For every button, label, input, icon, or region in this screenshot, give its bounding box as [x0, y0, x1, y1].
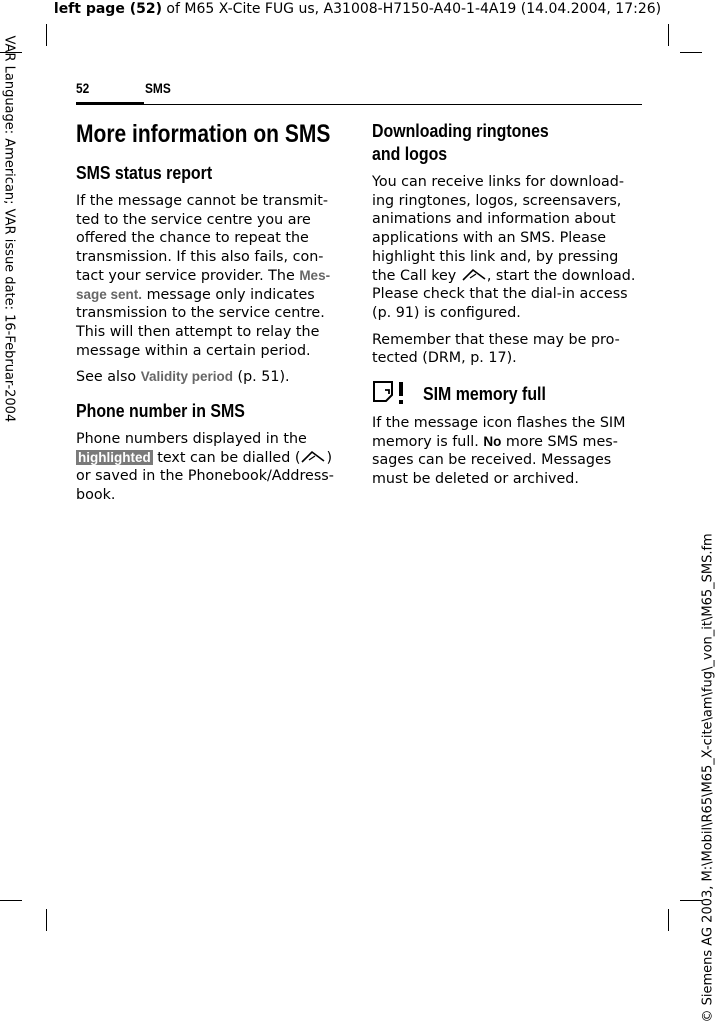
page-header — [76, 80, 642, 106]
phone-number-paragraph: Phone numbers displayed in the highlighted text can be dialled ( ) or saved in the Phonebook/Address-book. — [76, 430, 344, 505]
validity-period-term: Validity period — [141, 369, 233, 384]
drm-paragraph: Remember that these may be pro-tected (DRM, p. 17). — [372, 331, 638, 368]
page-title: More information on SMS — [76, 119, 301, 149]
section-title: SMS — [145, 80, 171, 96]
sim-memory-full-icon — [372, 380, 406, 408]
downloading-heading-line-2: and logos — [372, 142, 601, 165]
status-report-paragraph: If the message cannot be transmit-ted to the service centre you are offered the chance to repeat the transmission. If this also fails, con-tact your service provider. The Mes-sage sent. message only indicates transmission to the service centre. This will then attempt to relay the message within a certain period. — [76, 192, 344, 360]
status-report-heading: SMS status report — [76, 161, 306, 184]
sim-memory-paragraph: If the message icon flashes the SIM memory is full. No more SMS mes-sages can be received. Messages must be deleted or archived. — [372, 414, 638, 489]
right-column — [372, 119, 638, 497]
downloading-heading — [372, 119, 638, 165]
crop-mark — [680, 900, 702, 901]
downloading-heading-line-1: Downloading ringtones — [372, 119, 601, 142]
left-page-label: left page (52) — [54, 1, 162, 17]
phone-number-heading: Phone number in SMS — [76, 399, 306, 422]
no-term: No — [483, 434, 501, 449]
document-info: of M65 X-Cite FUG us, A31008-H7150-A40-1-4A19 (14.04.2004, 17:26) — [162, 1, 661, 17]
message-sent-term: Mes-sage sent. — [76, 268, 330, 302]
crop-mark — [46, 909, 47, 931]
header-rule — [76, 104, 642, 105]
crop-mark — [668, 909, 669, 931]
document-info-line — [0, 0, 715, 18]
margin-language-info: VAR Language: American; VAR issue date: 16-Februar-2004 — [2, 36, 17, 406]
left-column — [76, 119, 344, 513]
crop-mark — [0, 900, 22, 901]
downloading-paragraph: You can receive links for download-ing ringtones, logos, screensavers, animations and information about applications with an SMS. Please highlight this link and, by pressing the Call key , start the download. Please check that the dial-in access (p. 91) is configured. — [372, 173, 638, 323]
crop-mark — [668, 24, 669, 46]
sim-memory-header — [372, 378, 638, 408]
margin-copyright-path: © Siemens AG 2003, M:\Mobil\R65\M65_X-cite\am\fug\_von_it\M65_SMS.fm — [701, 343, 715, 1023]
highlighted-label: highlighted — [76, 450, 153, 465]
call-key-icon — [300, 449, 326, 464]
page-number: 52 — [76, 80, 89, 96]
crop-mark — [46, 24, 47, 46]
see-also-paragraph: See also Validity period (p. 51). — [76, 368, 344, 387]
call-key-icon — [461, 267, 487, 282]
crop-mark — [680, 52, 702, 53]
sim-memory-heading: SIM memory full — [423, 382, 546, 405]
